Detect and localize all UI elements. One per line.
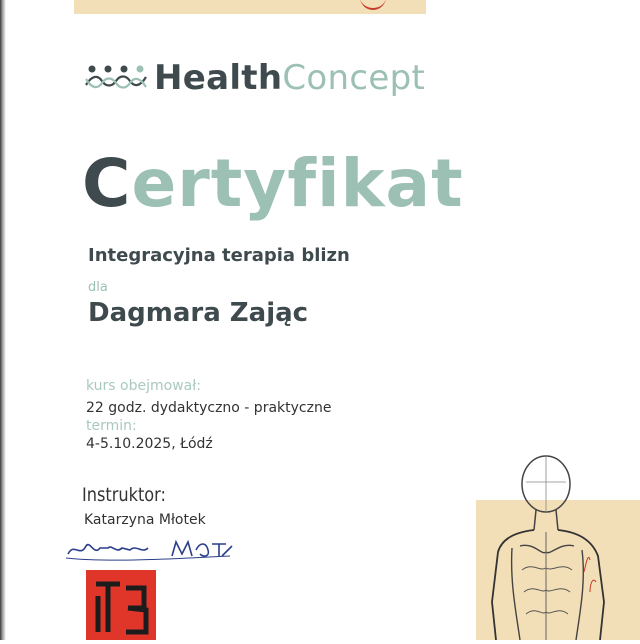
red-logo-stamp [86,570,156,640]
red-stroke-decor [360,0,386,10]
recipient-name: Dagmara Zając [88,298,309,328]
logo-text-concept: Concept [282,58,426,98]
scope-label: kurs obejmował: [86,378,201,394]
stamp-mark-icon [86,570,156,640]
handwritten-signature [64,536,234,562]
logo-wordmark [154,58,425,98]
certificate-title [82,145,464,222]
instructor-name: Katarzyna Młotek [84,512,206,528]
title-rest: ertyfikat [131,145,464,222]
scan-edge-shadow [0,0,6,640]
top-decor-box [74,0,426,14]
course-name: Integracyjna terapia blizn [88,245,350,266]
instructor-label: Instruktor: [82,484,166,506]
anatomical-sketch-illustration [490,452,630,640]
title-first-letter: C [82,145,132,222]
health-concept-logo [84,58,425,98]
date-value: 4-5.10.2025, Łódź [86,436,213,452]
date-label: termin: [86,418,137,434]
logo-text-health: Health [154,58,283,98]
scope-value: 22 godz. dydaktyczno - praktyczne [86,400,332,416]
for-label: dla [88,280,108,295]
people-wave-logo-icon [84,63,148,93]
